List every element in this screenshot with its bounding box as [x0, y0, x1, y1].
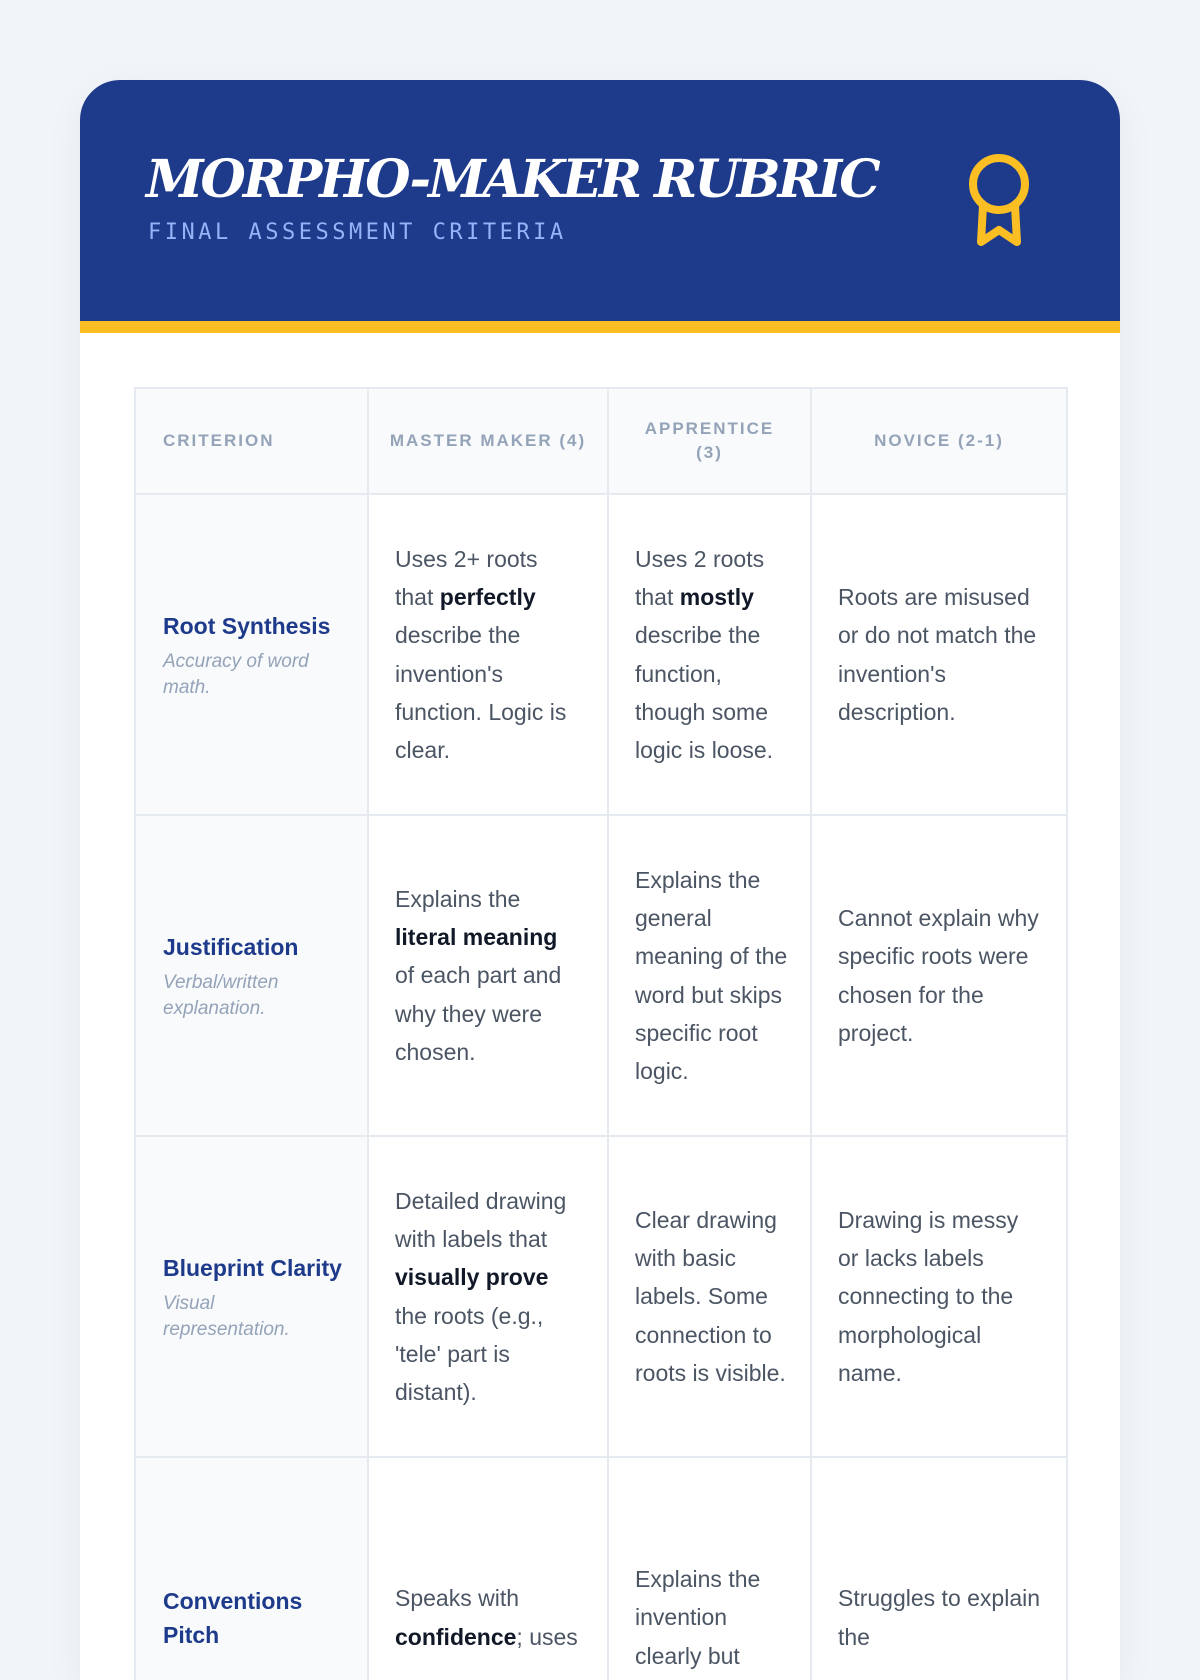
level-cell — [368, 815, 608, 1136]
level-text: Clear drawing with basic labels. Some connection to roots is visible. — [635, 1206, 786, 1386]
level-description — [838, 899, 1040, 1052]
award-ribbon-icon — [966, 150, 1032, 250]
level-description — [838, 578, 1040, 731]
level-cell — [368, 1136, 608, 1457]
rubric-header — [80, 80, 1120, 321]
level-text: Uses 2 roots that — [635, 545, 765, 610]
level-description — [635, 1560, 788, 1675]
level-cell — [608, 815, 811, 1136]
page-title: MORPHO-MAKER RUBRIC — [146, 149, 878, 210]
level-text: Struggles to explain the — [838, 1585, 1041, 1650]
level-emphasis: mostly — [679, 583, 754, 610]
table-row — [135, 1136, 1067, 1457]
level-text: Speaks with — [395, 1585, 520, 1612]
criterion-name: Root Synthesis — [163, 612, 331, 639]
table-row — [135, 815, 1067, 1136]
level-text: Uses 2+ roots that — [395, 545, 538, 610]
criterion-description: Accuracy of word math. — [163, 650, 309, 698]
criterion-cell — [135, 1136, 368, 1457]
level-description — [395, 1579, 581, 1656]
table-row — [135, 494, 1067, 815]
level-cell — [368, 494, 608, 815]
rubric-card — [80, 80, 1120, 1680]
level-description — [395, 1182, 581, 1412]
level-emphasis: confidence — [395, 1623, 517, 1650]
level-text: Explains the — [395, 885, 521, 912]
rubric-table — [134, 387, 1068, 1680]
level-emphasis: perfectly — [439, 583, 536, 610]
header-accent-bar — [80, 321, 1120, 333]
level-description — [635, 540, 788, 770]
level-cell — [608, 494, 811, 815]
level-cell — [811, 1457, 1067, 1680]
level-description — [838, 1579, 1040, 1656]
level-description — [395, 880, 581, 1071]
level-cell — [811, 815, 1067, 1136]
criterion-cell — [135, 815, 368, 1136]
level-emphasis: visually prove — [395, 1264, 549, 1291]
level-text: Explains the general meaning of the word but skips specific root logic. — [635, 866, 788, 1085]
level-text: describe the invention's function. Logic is clear. — [395, 622, 567, 764]
table-header-row — [135, 388, 1067, 494]
level-text: the roots (e.g., 'tele' part is distant). — [395, 1302, 544, 1406]
criterion-name: Justification — [163, 933, 299, 960]
level-description — [635, 861, 788, 1091]
level-description — [635, 1201, 788, 1392]
level-emphasis: literal meaning — [395, 924, 558, 951]
rubric-table-body — [135, 494, 1067, 1680]
criterion-name: Conventions Pitch — [163, 1587, 303, 1648]
page-subtitle: FINAL ASSESSMENT CRITERIA — [148, 220, 567, 245]
level-text: Roots are misused or do not match the invention's description. — [838, 583, 1037, 725]
level-text: describe the function, though some logic is loose. — [635, 622, 774, 764]
level-cell — [811, 494, 1067, 815]
level-text: of each part and why they were chosen. — [395, 962, 562, 1065]
level-description — [395, 540, 581, 770]
level-cell — [368, 1457, 608, 1680]
table-row — [135, 1457, 1067, 1680]
criterion-description: Visual representation. — [163, 1292, 290, 1340]
level-text: Cannot explain why specific roots were chosen for the project. — [838, 904, 1039, 1046]
level-cell — [608, 1136, 811, 1457]
level-text: Detailed drawing with labels that — [395, 1187, 567, 1252]
criterion-cell — [135, 1457, 368, 1680]
level-text: Drawing is messy or lacks labels connecting to the morphological name. — [838, 1206, 1019, 1386]
level-text: Explains the invention clearly but — [635, 1566, 761, 1669]
level-cell — [811, 1136, 1067, 1457]
criterion-name: Blueprint Clarity — [163, 1254, 342, 1281]
level-cell — [608, 1457, 811, 1680]
criterion-description: Verbal/written explanation. — [163, 971, 279, 1019]
column-header-apprentice: APPRENTICE (3) — [608, 388, 811, 494]
criterion-cell — [135, 494, 368, 815]
column-header-master-maker: MASTER MAKER (4) — [368, 388, 608, 494]
column-header-novice: NOVICE (2-1) — [811, 388, 1067, 494]
level-text: ; uses — [516, 1623, 578, 1650]
level-description — [838, 1201, 1040, 1392]
column-header-criterion: CRITERION — [135, 388, 368, 494]
